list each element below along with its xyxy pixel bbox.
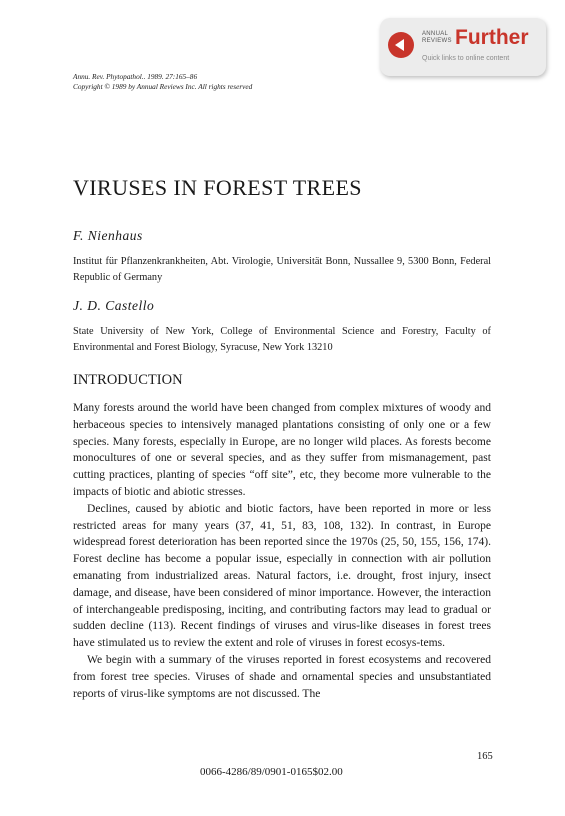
author-name: F. Nienhaus	[73, 228, 143, 243]
journal-line: Annu. Rev. Phytopathol.. 1989. 27:165–86	[73, 72, 198, 81]
back-arrow-circle-icon	[388, 32, 414, 58]
paragraph: We begin with a summary of the viruses reported in forest ecosystems and recovered from forest tree species. Viruses of shade and ornamental species and unsubstantiated reports of virus-like symptoms are not discussed. The	[73, 653, 491, 700]
copyright-line: Copyright © 1989 by Annual Reviews Inc. All rights reserved	[73, 82, 253, 91]
annual-reviews-logo-text: ANNUAL REVIEWS	[422, 31, 452, 44]
author-affiliation: State University of New York, College of Environmental Science and Forestry, Faculty of Environmental and Forest Biology, Syracuse, New York 13210	[73, 326, 491, 353]
section-heading: INTRODUCTION	[73, 372, 183, 388]
article-title: VIRUSES IN FOREST TREES	[73, 175, 362, 200]
body-text	[73, 400, 491, 702]
paragraph: Declines, caused by abiotic and biotic factors, have been reported in more or less restricted areas for many years (37, 41, 51, 83, 108, 132). In contrast, in Europe widespread forest deterioration has been reported since the 1970s (25, 50, 155, 156, 174). Forest decline has become a popular issue, especially in connection with air pollution emanating from industrialized areas. Natural factors, i.e. drought, frost injury, insect damage, and disease, have been considered of minor importance. However, the interaction of interchangeable predisposing, inciting, and contributing factors may lead to gradual or sudden decline (113). Recent findings of viruses and virus-like diseases in forest trees have stimulated us to review the extent and role of viruses in forest ecosys-tems.	[73, 502, 491, 650]
annual-reviews-further-badge[interactable]	[380, 18, 546, 76]
author-affiliation: Institut für Pflanzenkrankheiten, Abt. Virologie, Universität Bonn, Nussallee 9, 5300 Bonn, Federal Republic of Germany	[73, 256, 491, 283]
author-name: J. D. Castello	[73, 298, 155, 313]
page-number: 165	[477, 751, 493, 762]
citation-header	[73, 72, 252, 92]
badge-tagline: Quick links to online content	[422, 55, 510, 62]
paragraph: Many forests around the world have been changed from complex mixtures of woody and herbaceous species to intensively managed plantations consisting of only one or a few species. Many forests, especially in Europe, are no longer wild places. As forests become monocultures of one or several species, and as they suffer from mismanagement, past cutting practices, planting of species “off site”, etc, they become more vulnerable to the impacts of biotic and abiotic stresses.	[73, 402, 491, 498]
footer-code: 0066-4286/89/0901-0165$02.00	[200, 766, 343, 778]
further-label: Further	[455, 26, 529, 49]
